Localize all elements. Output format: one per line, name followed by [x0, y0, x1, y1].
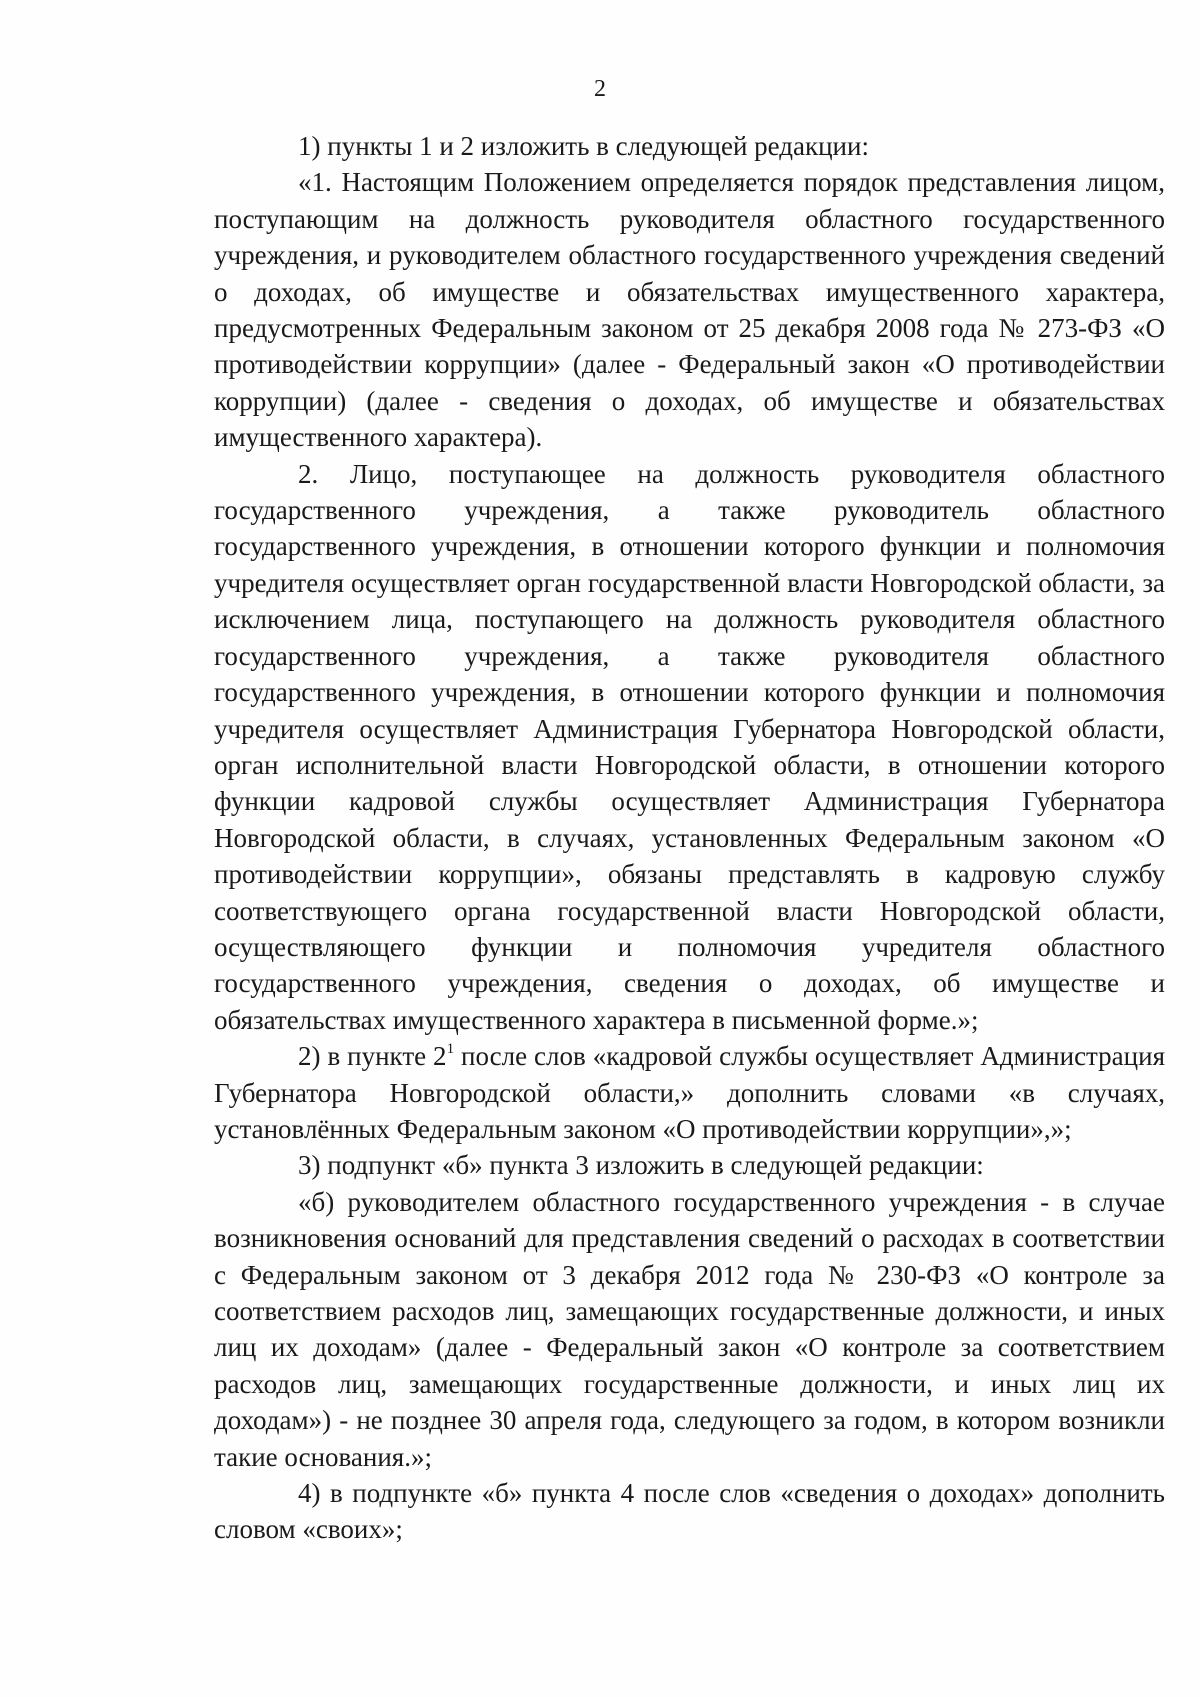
paragraph-point-2: 2. Лицо, поступающее на должность руководителя областного государственного учреждения, а также руководитель областного государственного учреждения, в отношении которого функции и полномочия учредителя осуществляет орган государственной власти Новгородской области, за исключением лица, поступающего на должность руководителя областного государственного учреждения, а также руководителя областного государственного учреждения, в отношении которого функции и полномочия учредителя осуществляет Администрация Губернатора Новгородской области, орган исполнительной власти Новгородской области, в отношении которого функции кадровой службы осуществляет Администрация Губернатора Новгородской области, в случаях, установленных Федеральным законом «О противодействии коррупции», обязаны представлять в кадровую службу соответствующего органа государственной власти Новгородской области, осуществляющего функции и полномочия учредителя областного государственного учреждения, сведения о доходах, об имуществе и обязательствах имущественного характера в письменной форме.»; — [214, 458, 1165, 1035]
item-2-text-start: 2) в пункте 2 — [298, 1041, 447, 1072]
item-2-superscript: 1 — [446, 1041, 455, 1058]
paragraph-item-1: 1) пункты 1 и 2 изложить в следующей редакции: — [298, 131, 869, 161]
paragraph-item-2 — [214, 1038, 1165, 1147]
document-body — [214, 128, 1165, 1548]
page-number: 2 — [594, 76, 606, 102]
item-2-text-end: после слов «кадровой службы осуществляет Администрация Губернатора Новгородской области,» дополнить словами «в случаях, установлённых Федеральным законом «О противодействии коррупции»,»; — [214, 1041, 1165, 1144]
paragraph-item-4: 4) в подпункте «б» пункта 4 после слов «сведения о доходах» дополнить словом «своих»; — [214, 1478, 1165, 1545]
paragraph-subpoint-b: «б) руководителем областного государственного учреждения - в случае возникновения оснований для представления сведений о расходах в соответствии с Федеральным законом от 3 декабря 2012 года № 230-ФЗ «О контроле за соответствием расходов лиц, замещающих государственные должности, и иных лиц их доходам» (далее - Федеральный закон «О контроле за соответствием расходов лиц, замещающих государственные должности, и иных лиц их доходам») - не позднее 30 апреля года, следующего за годом, в котором возникли такие основания.»; — [214, 1186, 1165, 1472]
paragraph-item-3: 3) подпункт «б» пункта 3 изложить в следующей редакции: — [298, 1150, 984, 1181]
paragraph-point-1: «1. Настоящим Положением определяется порядок представления лицом, поступающим на должность руководителя областного государственного учреждения, и руководителем областного государственного учреждения сведений о доходах, об имуществе и обязательствах имущественного характера, предусмотренных Федеральным законом от 25 декабря 2008 года № 273-ФЗ «О противодействии коррупции» (далее - Федеральный закон «О противодействии коррупции) (далее - сведения о доходах, об имуществе и обязательствах имущественного характера). — [214, 167, 1165, 453]
